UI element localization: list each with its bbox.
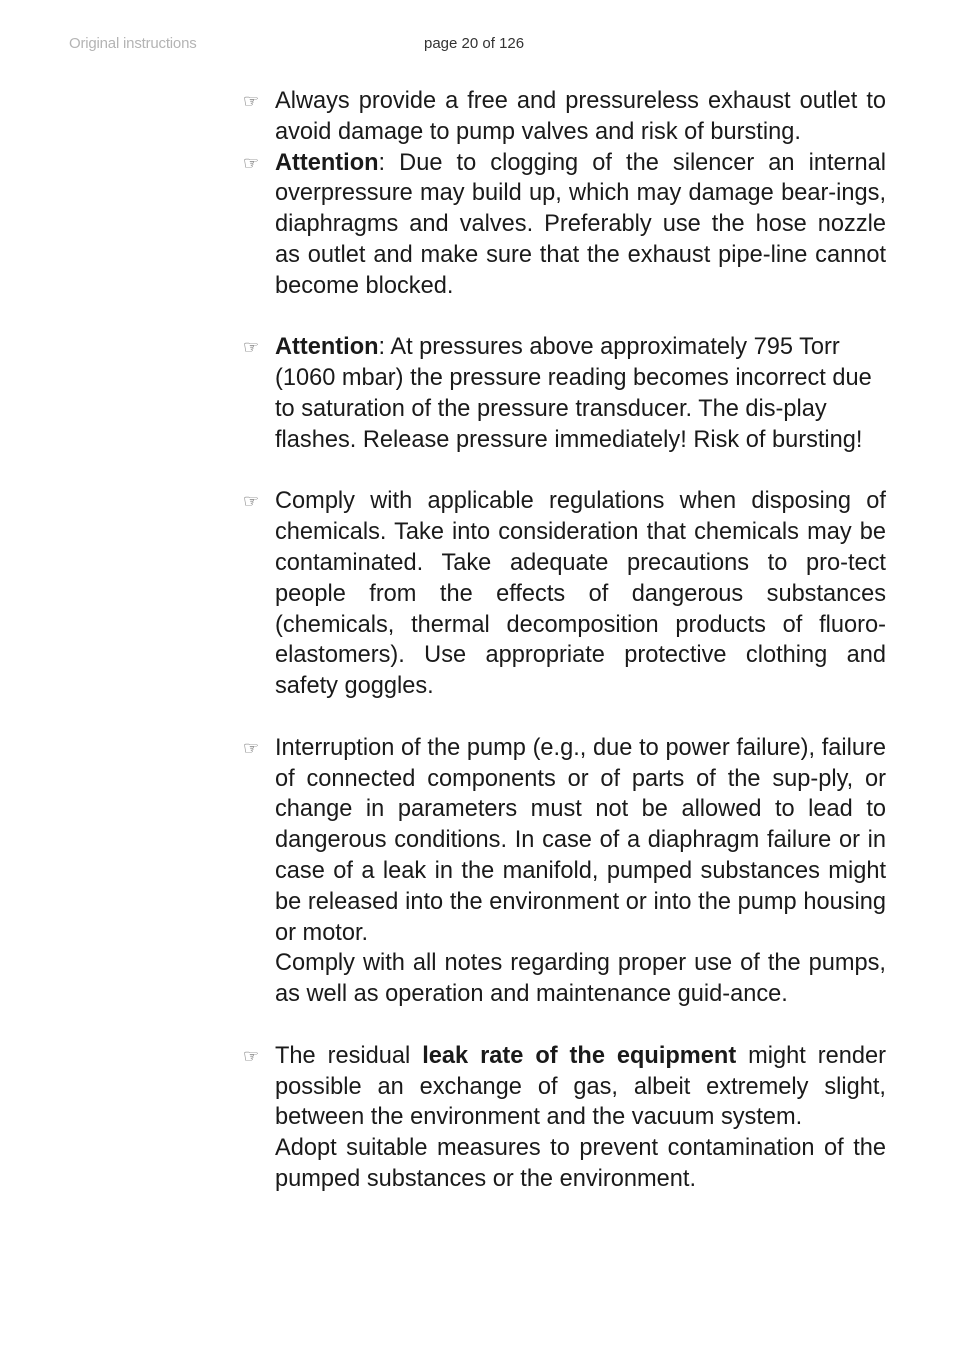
- list-item-pressure-attention: [243, 332, 886, 455]
- pointing-hand-icon: ☞: [243, 152, 260, 173]
- pointing-hand-icon: ☞: [243, 91, 260, 111]
- attention-label: Attention: [275, 334, 379, 361]
- item-body: : At pressures above approximately 795 Torr (1060 mbar) the pressure reading becomes incorrect due to saturation of the pressure transducer. The dis-play flashes. Release pressure immediately! Risk of bursting!: [275, 334, 872, 453]
- document-type-label: Original instructions: [69, 35, 197, 52]
- pointing-hand-icon: ☞: [243, 491, 260, 512]
- item-text: Always provide a free and pressureless exhaust outlet to avoid damage to pump valves and risk of bursting.: [275, 88, 886, 145]
- item-text-continued: Adopt suitable measures to prevent contamination of the pumped substances or the environment.: [275, 1135, 886, 1192]
- list-item-leak-rate: [243, 1041, 886, 1195]
- item-text-continued: Comply with all notes regarding proper use of the pumps, as well as operation and maintenance guid-ance.: [275, 950, 886, 1008]
- item-body: : Due to clogging of the silencer an internal overpressure may build up, which may damage bear-ings, diaphragms and valves. Preferably use the hose nozzle as outlet and make sure that the exhaust pipe-line cannot become blocked.: [275, 149, 886, 299]
- safety-instructions-list: [243, 86, 886, 1195]
- list-item-exhaust-outlet: [243, 86, 886, 148]
- list-item-chemicals-disposal: [243, 486, 886, 702]
- attention-label: Attention: [275, 149, 379, 176]
- list-item-silencer-attention: [243, 148, 886, 302]
- item-text: [275, 332, 886, 455]
- leak-rate-emphasis: leak rate of the equipment: [422, 1042, 737, 1069]
- list-item-pump-interruption: [243, 733, 886, 1010]
- page-header: [0, 35, 954, 55]
- item-body-start: The residual: [275, 1042, 423, 1069]
- pointing-hand-icon: ☞: [243, 1045, 260, 1066]
- item-text: Interruption of the pump (e.g., due to power failure), failure of connected components or of parts of the sup-ply, or change in parameters must not be allowed to lead to dangerous conditions. In case of a diaphragm failure or in case of a leak in the manifold, pumped substances might be released into the environment or into the pump housing or motor.: [275, 734, 886, 946]
- item-text: [275, 148, 886, 302]
- pointing-hand-icon: ☞: [243, 337, 260, 358]
- item-text: Comply with applicable regulations when disposing of chemicals. Take into consideration that chemicals may be contaminated. Take adequate precautions to pro-tect people from the effects of dangerous substances (chemicals, thermal decomposition products of fluoro-elastomers). Use appropriate protective clothing and safety goggles.: [275, 488, 886, 700]
- item-body-end: might render possible an exchange of gas, albeit extremely slight, between the environment and the vacuum system.: [275, 1042, 886, 1131]
- page-number: page 20 of 126: [424, 35, 525, 52]
- item-text: [275, 1041, 886, 1133]
- pointing-hand-icon: ☞: [243, 737, 260, 758]
